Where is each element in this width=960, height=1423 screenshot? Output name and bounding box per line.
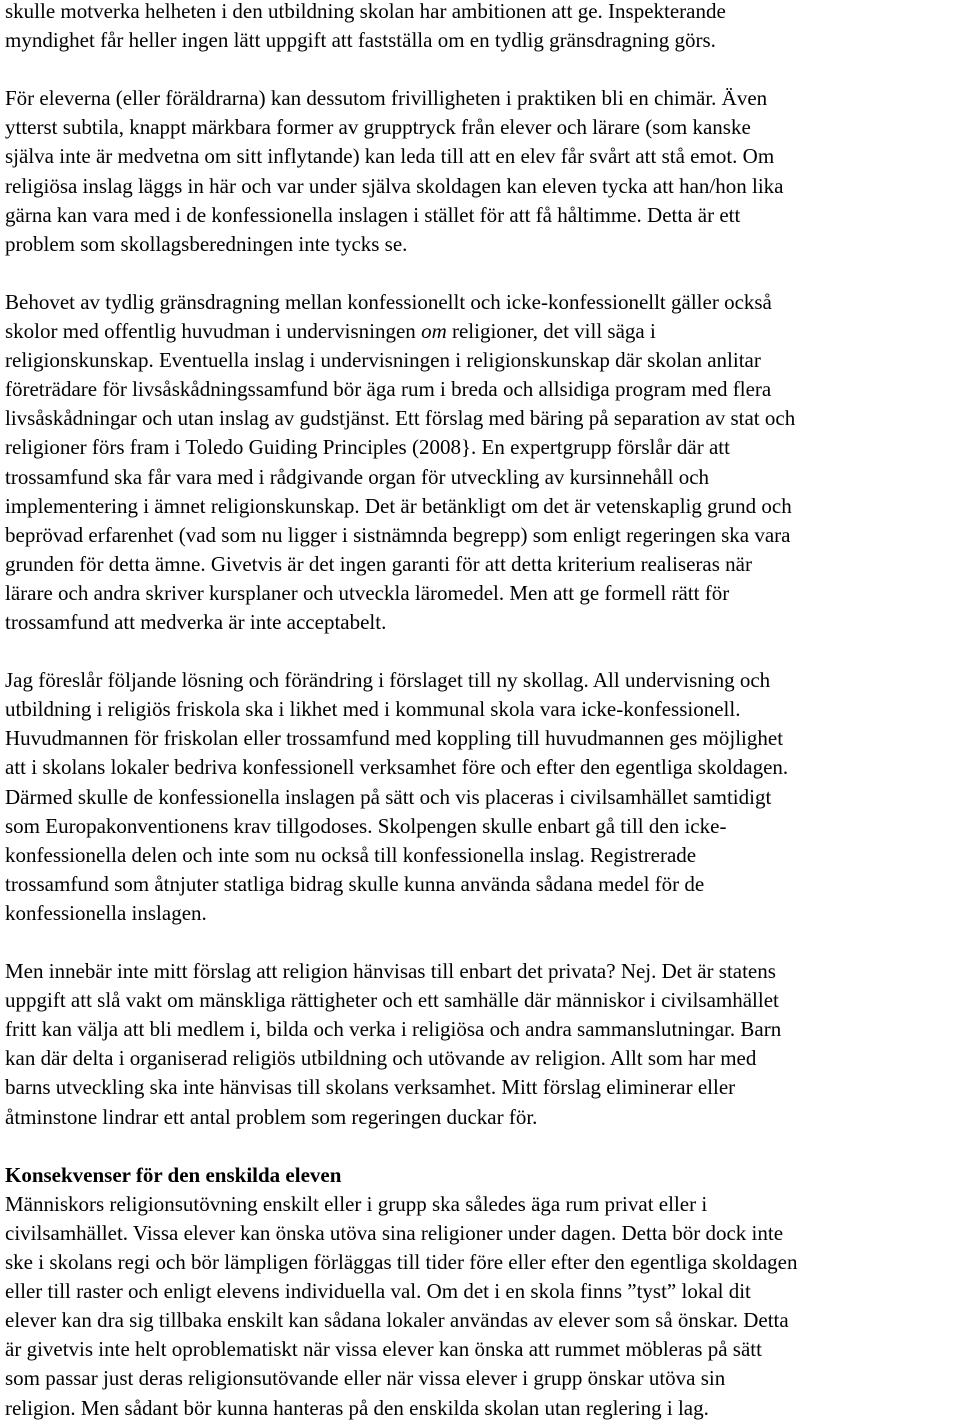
text-line: barns utveckling ska inte hänvisas till skolans verksamhet. Mitt förslag eliminerar eller [5,1075,736,1100]
text-line: Människors religionsutövning enskilt eller i grupp ska således äga rum privat eller i [5,1191,708,1216]
text-line: Behovet av tydlig gränsdragning mellan konfessionellt och icke-konfessionellt gäller också [5,289,772,314]
text-line: konfessionella inslagen. [5,900,207,925]
paragraph [5,0,960,55]
section [5,1161,960,1423]
text-line: Därmed skulle de konfessionella inslagen på sätt och vis placeras i civilsamhället samtidigt [5,784,772,809]
text-line: myndighet får heller ingen lätt uppgift att fastställa om en tydlig gränsdragning görs. [5,28,716,53]
paragraph-gap [5,55,960,84]
text-line: trossamfund att medverka är inte acceptabelt. [5,609,387,634]
text-line: är givetvis inte helt oproblematiskt när vissa elever kan önska att rummet möbleras på sätt [5,1337,762,1362]
text-line: Jag föreslår följande lösning och förändring i förslaget till ny skollag. All undervisning och [5,668,771,693]
text-line: implementering i ämnet religionskunskap. Det är betänkligt om det är vetenskaplig grund och [5,493,792,518]
text-segment: religioner, det vill säga i [446,319,656,344]
text-line: ske i skolans regi och bör lämpligen förläggas till tider före eller efter den egentliga skoldagen [5,1250,798,1275]
text-line: kan där delta i organiserad religiös utbildning och utövande av religion. Allt som har med [5,1046,757,1071]
text-line: som passar just deras religionsutövande eller när vissa elever i grupp önskar utöva sin [5,1366,726,1391]
text-line: religionskunskap. Eventuella inslag i undervisningen i religionskunskap där skolan anlitar [5,348,761,373]
text-line: religion. Men sådant bör kunna hanteras på den enskilda skolan utan reglering i lag. [5,1395,709,1420]
text-line: ytterst subtila, knappt märkbara former av grupptryck från elever och lärare (som kanske [5,115,751,140]
text-segment: skolor med offentlig huvudman i undervisningen [5,319,422,344]
paragraph-gap [5,1132,960,1161]
text-line: utbildning i religiös friskola ska i likhet med i kommunal skola vara icke-konfessionell. [5,697,741,722]
text-line: fritt kan välja att bli medlem i, bilda och verka i religiösa och andra sammanslutningar. Barn [5,1017,782,1042]
text-line: som Europakonventionens krav tillgodoses. Skolpengen skulle enbart gå till den icke- [5,813,727,838]
text-line: livsåskådningar och utan inslag av gudstjänst. Ett förslag med bäring på separation av stat och [5,406,796,431]
text-line: religiösa inslag läggs in här och var under själva skoldagen kan eleven tycka att han/hon lika [5,173,784,198]
paragraph-gap [5,637,960,666]
text-line: skulle motverka helheten i den utbildning skolan har ambitionen att ge. Inspekterande [5,0,726,23]
section-heading: Konsekvenser för den enskilda eleven [5,1162,342,1187]
text-line: Huvudmannen för friskolan eller trossamfund med koppling till huvudmannen ges möjlighet [5,726,784,751]
text-line: För eleverna (eller föräldrarna) kan dessutom frivilligheten i praktiken bli en chimär. Även [5,86,768,111]
text-line: civilsamhället. Vissa elever kan önska utöva sina religioner under dagen. Detta bör dock inte [5,1220,784,1245]
text-line: konfessionella delen och inte som nu också till konfessionella inslag. Registrerade [5,842,697,867]
text-line: trossamfund som åtnjuter statliga bidrag skulle kunna använda sådana medel för de [5,871,705,896]
text-line: religioner förs fram i Toledo Guiding Principles (2008}. En expertgrupp förslår där att [5,435,730,460]
paragraph [5,666,960,928]
text-line: företrädare för livsåskådningssamfund bör äga rum i breda och allsidiga program med flera [5,377,772,402]
text-line: uppgift att slå vakt om mänskliga rättigheter och ett samhälle där människor i civilsamhället [5,988,779,1013]
text-line: grunden för detta ämne. Givetvis är det ingen garanti för att detta kriterium realiseras när [5,551,752,576]
text-line: lärare och andra skriver kursplaner och utveckla läromedel. Men att ge formell rätt för [5,580,730,605]
paragraph [5,84,960,259]
text-line [5,317,960,346]
text-line: trossamfund ska får vara med i rådgivande organ för utveckling av kursinnehåll och [5,464,710,489]
paragraph-gap [5,259,960,288]
emphasis: om [421,319,447,344]
text-line: att i skolans lokaler bedriva konfessionell verksamhet före och efter den egentliga skoldagen. [5,755,789,780]
text-line: själva inte är medvetna om sitt inflytande) kan leda till att en elev får svårt att stå emot. Om [5,144,775,169]
paragraph [5,288,960,637]
text-line: åtminstone lindrar ett antal problem som regeringen duckar för. [5,1104,538,1129]
text-line: beprövad erfarenhet (vad som nu ligger i sistnämnda begrepp) som enligt regeringen ska vara [5,522,791,547]
text-line: problem som skollagsberedningen inte tycks se. [5,231,408,256]
text-line: Men innebär inte mitt förslag att religion hänvisas till enbart det privata? Nej. Det är statens [5,959,776,984]
text-line: gärna kan vara med i de konfessionella inslagen i stället för att få håltimme. Detta är ett [5,202,741,227]
text-line: elever kan dra sig tillbaka enskilt kan sådana lokaler användas av elever som så önskar. Detta [5,1308,789,1333]
paragraph-gap [5,928,960,957]
text-line: eller till raster och enligt elevens individuella val. Om det i en skola finns ”tyst” lokal dit [5,1279,751,1304]
paragraph [5,957,960,1132]
